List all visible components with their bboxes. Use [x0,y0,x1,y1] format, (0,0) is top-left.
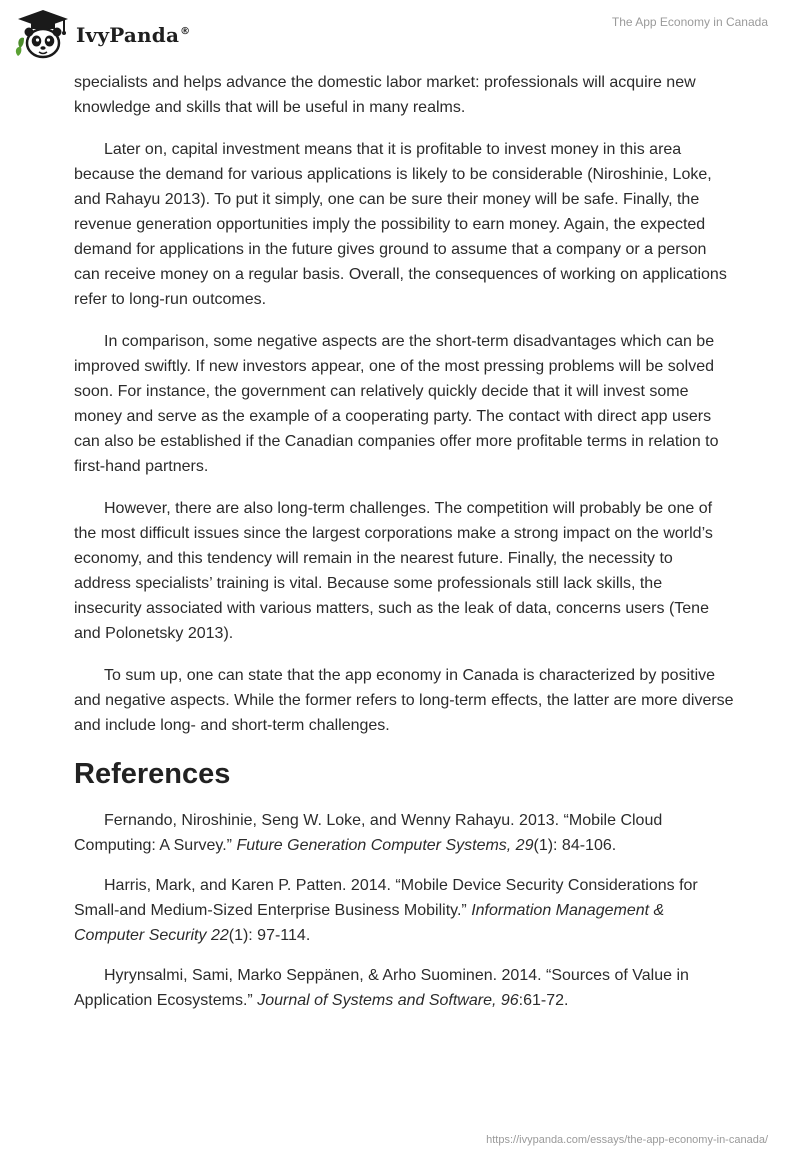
references-heading: References [74,758,231,790]
paragraph-continued: specialists and helps advance the domestic labor market: professionals will acquire new knowledge and skills that will be useful in many realms. [74,74,696,116]
reference-journal: Future Generation Computer Systems, 29 [236,837,534,854]
reference-item [74,873,734,948]
reference-journal: Information Management & Computer Security 22 [74,902,665,944]
paragraph: Later on, capital investment means that it is profitable to invest money in this area because the demand for various applications is likely to be considerable (Niroshinie, Loke, and Rahayu 2013). To put it simply, one can be sure their money will be safe. Finally, the revenue generation opportunities imply the possibility to earn money. Again, the expected demand for applications in the future gives ground to assume that a company or a person can receive money on a regular basis. Overall, the consequences of working on applications refer to long-run outcomes. [74,141,727,308]
source-url-link[interactable]: https://ivypanda.com/essays/the-app-economy-in-canada/ [486,1134,768,1146]
reference-text: Hyrynsalmi, Sami, Marko Seppänen, & Arho Suominen. 2014. “Sources of Value in Application Ecosystems.” [74,967,689,1009]
reference-pages: (1): 84-106. [533,837,617,854]
page-header [0,0,800,70]
reference-pages: (1): 97-114. [228,927,311,944]
essay-body [74,70,734,1028]
ivypanda-logo[interactable] [14,8,190,60]
reference-item [74,808,734,858]
panda-graduate-icon [14,8,72,60]
reference-item [74,963,734,1013]
reference-text: Fernando, Niroshinie, Seng W. Loke, and Wenny Rahayu. 2013. “Mobile Cloud Computing: A Survey.” [74,812,663,854]
document-title: The App Economy in Canada [611,15,768,29]
registered-mark: ® [180,26,191,38]
paragraph: In comparison, some negative aspects are the short-term disadvantages which can be improved swiftly. If new investors appear, one of the most pressing problems will be solved soon. For instance, the government can relatively quickly decide that it will invest some money and serve as the example of a cooperating party. The contact with direct app users can also be established if the Canadian companies offer more profitable terms in relation to first-hand partners. [74,333,719,475]
brand-name: IvyPanda® [76,23,191,47]
reference-text: Harris, Mark, and Karen P. Patten. 2014. “Mobile Device Security Considerations for Small-and Medium-Sized Enterprise Business Mobility.” [74,877,698,919]
reference-journal: Journal of Systems and Software, 96 [257,992,519,1009]
paragraph: To sum up, one can state that the app economy in Canada is characterized by positive and negative aspects. While the former refers to long-term effects, the latter are more diverse and include long- and short-term challenges. [74,667,734,734]
reference-pages: :61-72. [518,992,569,1009]
paragraph: However, there are also long-term challenges. The competition will probably be one of the most difficult issues since the largest corporations make a strong impact on the world’s economy, and this tendency will remain in the nearest future. Finally, the necessity to address specialists’ training is vital. Because some professionals still lack skills, the insecurity associated with various matters, such as the leak of data, concerns users (Tene and Polonetsky 2013). [74,500,713,642]
